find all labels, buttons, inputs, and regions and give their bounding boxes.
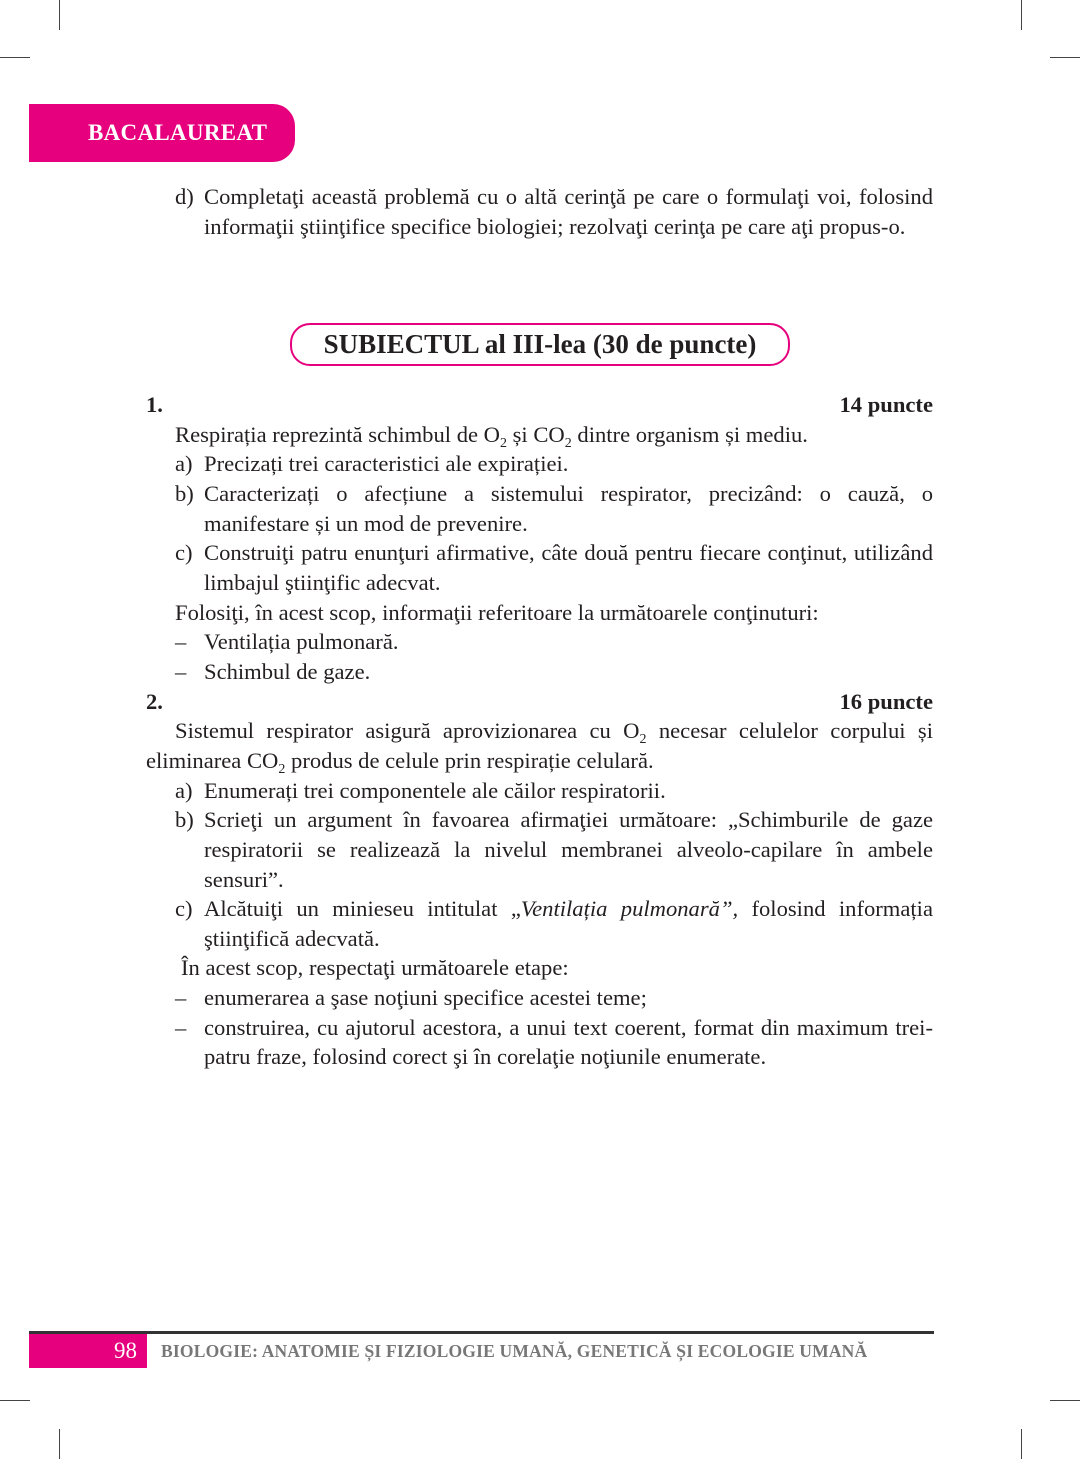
item-text: Completaţi această problemă cu o altă cerinţă pe care o formulaţi voi, folosind informaţii ştiinţifice specifice biologiei; rezolvaţi cerinţa pe care aţi propus-o. [204,184,933,239]
crop-mark [1050,57,1080,58]
footer-title: BIOLOGIE: ANATOMIE ȘI FIZIOLOGIE UMANĂ, GENETICĂ ȘI ECOLOGIE UMANĂ [161,1341,868,1361]
stem-text: Sistemul respirator asigură aprovizionarea cu O [175,718,640,744]
stem-text: produs de celule prin respirație celulară. [285,747,654,773]
stem-text: necesar celulelor corpului și eliminarea CO [146,718,934,773]
exercise-2-stem [146,716,933,775]
crop-mark [1021,1429,1022,1459]
item-text: Alcătuiţi un minieseu intitulat „ [204,896,521,922]
dash: – [175,1014,187,1040]
dash: – [175,629,187,655]
item-label: b) [175,807,194,833]
item-b [146,805,933,894]
content-item [146,627,933,657]
item-c [146,894,933,953]
item-text: Construiţi patru enunţuri afirmative, câte două pentru fiecare conţinut, utilizând limbajul ştiinţific adecvat. [204,540,933,595]
subscript: 2 [278,761,286,777]
exercise-number: 2. [146,688,163,714]
item-a [146,449,933,479]
exercise-1-header [146,390,933,420]
exercise-1-stem [146,420,933,450]
exercises [146,390,933,1072]
stem-text: Respirația reprezintă schimbul de O [175,421,500,447]
item-text: folosind informația ştiinţifică adecvată. [204,896,933,951]
item-d [146,182,933,241]
dash: – [175,985,187,1011]
section-title: SUBIECTUL al III-lea (30 de puncte) [290,323,790,366]
crop-mark [0,1400,30,1401]
item-b [146,479,933,538]
item-label: b) [175,480,194,506]
item-label: c) [175,540,193,566]
dash: – [175,658,187,684]
exercise-points: 14 puncte [839,392,933,417]
item-text: Enumerați trei componentele ale căilor respiratorii. [204,777,666,803]
instruction: În acest scop, respectaţi următoarele etape: [181,955,569,981]
item-text: Scrieţi un argument în favoarea afirmaţiei următoare: „Schimburile de gaze respiratorii se realizează la nivelul membranei alveolo-capilare în ambele sensuri”. [204,807,933,892]
stem-text: dintre organism și mediu. [571,421,808,447]
essay-title: Ventilația pulmonară”, [520,896,739,922]
exercise-2-header [146,687,933,717]
subscript: 2 [639,732,647,748]
crop-mark [59,0,60,30]
item-c [146,538,933,597]
page-number: 98 [29,1334,147,1368]
item-text: Ventilația pulmonară. [204,629,399,655]
exercise-points: 16 puncte [839,688,933,714]
subscript: 2 [564,435,572,451]
step-item [146,983,933,1013]
crop-mark [0,57,30,58]
item-text: Schimbul de gaze. [204,658,371,684]
content-item [146,657,933,687]
section-tag: BACALAUREAT [29,104,295,162]
item-label: a) [175,451,193,477]
item-text: Caracterizați o afecțiune a sistemului respirator, precizând: o cauză, o manifestare și un mod de prevenire. [204,480,933,536]
crop-mark [59,1429,60,1459]
step-item [146,1013,933,1072]
item-text: Precizați trei caracteristici ale expirației. [204,451,569,477]
crop-mark [1021,0,1022,30]
item-a [146,776,933,806]
subscript: 2 [499,435,507,451]
item-text: enumerarea a şase noţiuni specifice acestei teme; [204,985,647,1011]
item-label: c) [175,896,193,922]
intro-block [146,182,933,241]
item-label: a) [175,777,193,803]
crop-mark [1050,1400,1080,1401]
stem-text: și CO [506,421,565,447]
instruction: Folosiţi, în acest scop, informaţii referitoare la următoarele conţinuturi: [175,599,819,625]
exercise-number: 1. [146,392,163,417]
item-label: d) [175,184,194,209]
item-text: construirea, cu ajutorul acestora, a unui text coerent, format din maximum trei-patru fraze, folosind corect şi în corelaţie noţiunile enumerate. [204,1014,933,1070]
